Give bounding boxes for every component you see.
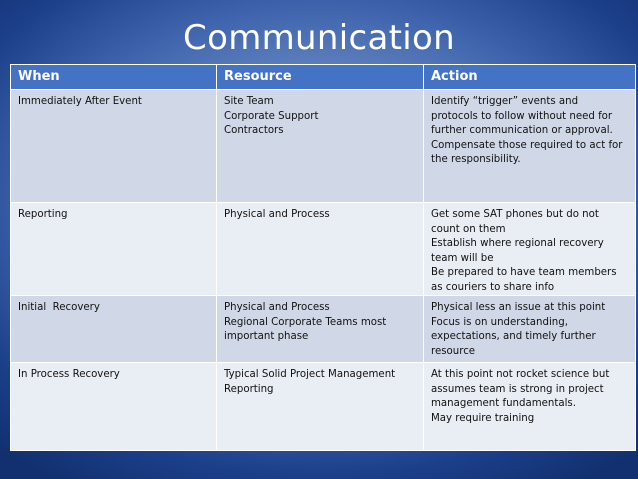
cell-line: Physical and Process (224, 302, 330, 313)
table-row (11, 90, 636, 203)
header-action: Action (424, 65, 636, 90)
cell-line: At this point not rocket science but (431, 369, 610, 380)
cell-line: further communication or approval. (431, 125, 613, 136)
cell-line: resource (431, 345, 476, 357)
cell-line: Establish where regional recovery (431, 238, 604, 249)
header-resource: Resource (217, 65, 424, 90)
cell-when (11, 363, 217, 451)
cell-line: management fundamentals. (431, 398, 576, 409)
communication-table (10, 64, 636, 451)
cell-action (424, 363, 636, 451)
cell-line: Contractors (224, 125, 284, 136)
cell-when (11, 90, 217, 203)
cell-line: count on them (431, 223, 506, 235)
cell-when (11, 296, 217, 363)
cell-line: Regional Corporate Teams most (224, 316, 387, 328)
cell-resource (217, 363, 424, 451)
cell-line: May require training (431, 412, 535, 424)
table-header-row (11, 65, 636, 90)
table-row (11, 363, 636, 451)
cell-action (424, 90, 636, 203)
cell-resource (217, 296, 424, 363)
cell-line: Identify “trigger” events and (431, 96, 579, 107)
cell-line: Corporate Support (224, 110, 319, 122)
cell-line: Compensate those required to act for (431, 139, 623, 151)
cell-line: Initial Recovery (18, 302, 100, 313)
cell-line: Physical less an issue at this point (431, 302, 606, 313)
header-when: When (11, 65, 217, 90)
cell-resource (217, 90, 424, 203)
cell-line: Get some SAT phones but do not (431, 209, 599, 220)
cell-line: Reporting (18, 209, 68, 220)
cell-line: protocols to follow without need for (431, 110, 613, 122)
cell-line: expectations, and timely further (431, 331, 596, 342)
cell-line: team will be (431, 252, 494, 264)
cell-line: In Process Recovery (18, 369, 120, 380)
cell-line: Typical Solid Project Management (224, 369, 396, 380)
cell-line: assumes team is strong in project (431, 383, 604, 395)
cell-action (424, 296, 636, 363)
cell-line: the responsibility. (431, 154, 521, 165)
cell-line: important phase (224, 331, 309, 342)
slide-title: Communication (183, 18, 455, 58)
cell-line: Be prepared to have team members (431, 267, 617, 278)
cell-line: as couriers to share info (431, 281, 555, 293)
cell-line: Immediately After Event (18, 96, 142, 107)
table-row (11, 296, 636, 363)
cell-resource (217, 203, 424, 296)
cell-line: Reporting (224, 383, 274, 395)
cell-line: Physical and Process (224, 209, 330, 220)
cell-when (11, 203, 217, 296)
cell-line: Site Team (224, 96, 274, 107)
cell-action (424, 203, 636, 296)
table-row (11, 203, 636, 296)
cell-line: Focus is on understanding, (431, 316, 568, 328)
